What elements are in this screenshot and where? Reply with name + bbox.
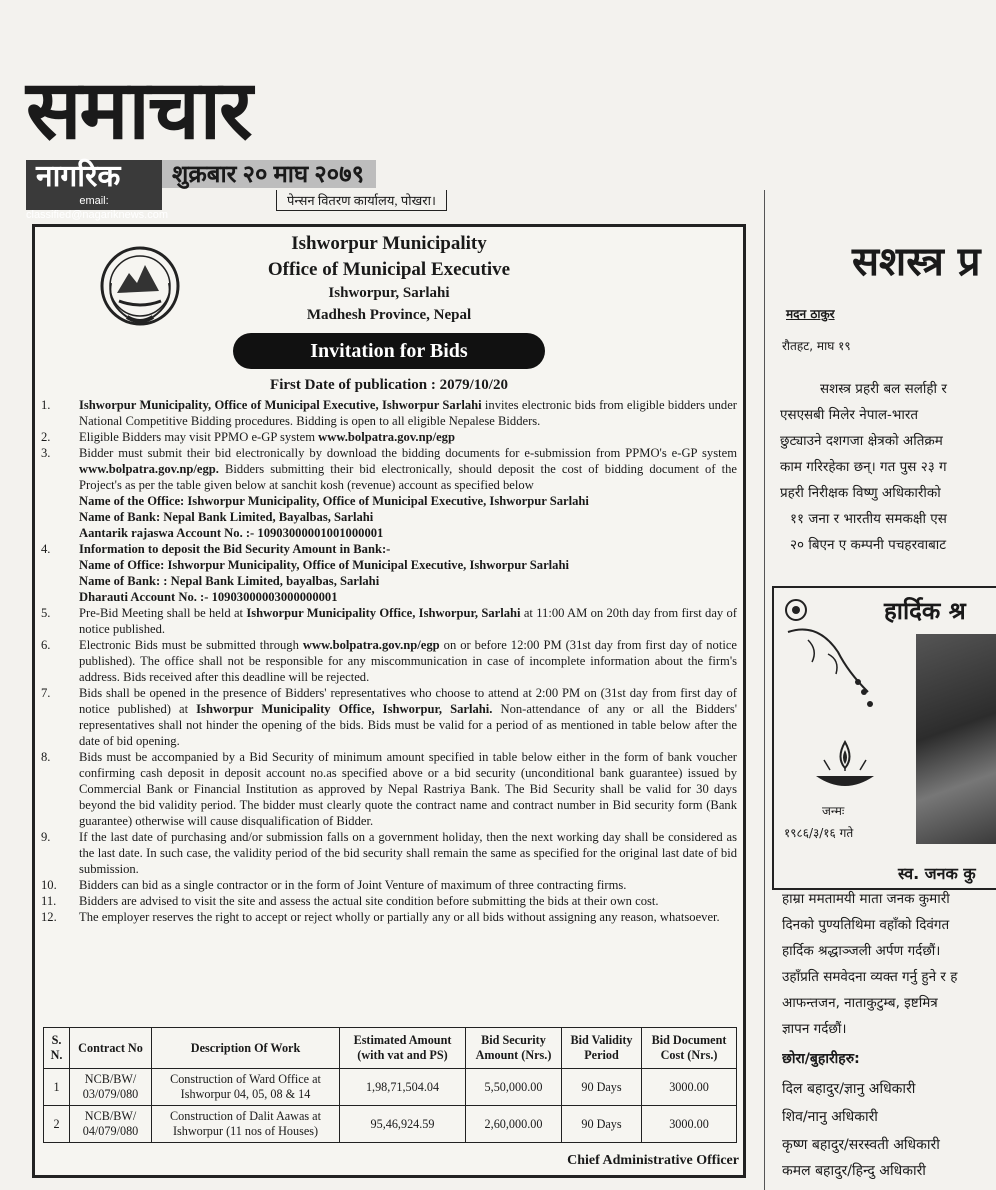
notice-item: 3. Bidder must submit their bid electronically by download the bidding documents for e-submission from PPMO's e-GP system www.bolpatra.gov.np/egp. Bidders submitting their bid electronically, should deposit the cost of bidding document of the Project's as per the table given below at sanchit kosh (revenue) account as specified below Name of the Office: Ishworpur Municipality, Office of Municipal Executive, Ishworpur Sarlahi Name of Bank: Nepal Bank Limited, Bayalbas, Sarlahi Aantarik rajaswa Account No. :- 10903000001001000001: [41, 446, 737, 540]
bid-notice: [32, 224, 746, 1178]
tribute-line: हार्दिक श्रद्धाञ्जली अर्पण गर्दछौं।: [782, 943, 941, 959]
notice-item: 11. Bidders are advised to visit the site and assess the actual site condition before submitting the bids at their own cost.: [41, 894, 659, 908]
right-article-title: सशस्त्र प्र: [852, 239, 981, 285]
article-line: सशस्त्र प्रहरी बल सर्लाही र: [820, 381, 947, 397]
table-cell: Construction of Dalit Aawas at Ishworpur (11 nos of Houses): [152, 1106, 340, 1143]
table-cell: Construction of Ward Office at Ishworpur 04, 05, 08 & 14: [152, 1069, 340, 1106]
table-cell: 1: [44, 1069, 70, 1106]
col-header: S. N.: [44, 1028, 70, 1069]
table-cell: 2: [44, 1106, 70, 1143]
family-member: शिव/नानु अधिकारी: [782, 1109, 878, 1125]
table-row: [44, 1069, 737, 1106]
article-line: छुट्याउने दशगजा क्षेत्रको अतिक्रम: [780, 433, 943, 449]
tribute-line: आफन्तजन, नाताकुटुम्ब, इष्टमित्र: [782, 995, 938, 1011]
notice-item: 7. Bids shall be opened in the presence of Bidders' representatives who choose to attend at 2:00 PM on (31st day from first day of notice published) at Ishworpur Municipality Office, Ishworpur, Sarlahi. Non-attendance of any or all the Bidders' representatives shall not hinder the opening of the bids. Bids must be valid for a period of as mentioned in table below after the date of bid opening.: [41, 686, 738, 748]
tribute-line: हाम्रा ममतामयी माता जनक कुमारी: [782, 891, 950, 907]
right-byline: मदन ठाकुर: [786, 307, 835, 321]
header-date: शुक्रबार २० माघ २०७९: [172, 162, 365, 188]
bid-table: [43, 1027, 737, 1143]
col-header: Contract No: [70, 1028, 152, 1069]
flower-ornament-icon: [778, 592, 878, 712]
table-cell: 3000.00: [642, 1069, 737, 1106]
portrait-photo: [916, 634, 996, 844]
notice-item: 5. Pre-Bid Meeting shall be held at Ishworpur Municipality Office, Ishworpur, Sarlahi at 11:00 AM on 20th day from first day of notice published.: [41, 606, 737, 636]
table-cell: NCB/BW/ 04/079/080: [70, 1106, 152, 1143]
birth-date: १९८६/३/१६ गते: [784, 826, 854, 840]
col-header: Estimated Amount (with vat and PS): [340, 1028, 466, 1069]
table-cell: 90 Days: [562, 1069, 642, 1106]
family-label: छोरा/बुहारीहरु:: [782, 1051, 860, 1067]
org-name: Ishworpur Municipality: [291, 233, 487, 254]
tribute-line: दिनको पुण्यतिथिमा वहाँको दिवंगत: [782, 917, 950, 933]
column-divider: [764, 190, 765, 1190]
birth-label: जन्मः: [822, 804, 845, 818]
article-line: काम गरिरहेका छन्। गत पुस २३ ग: [780, 459, 947, 475]
notice-item: 8. Bids must be accompanied by a Bid Security of minimum amount specified in table below either in the form of bank voucher confirming cash deposit in deposit account no.as specified above or a bid security (unconditional bank guarantee) issued by Commercial Bank or Financial Institution as approved by Nepal Rastriya Bank. The Bid Security shall be valid for 30 days beyond the bid validity period. The bidder must clearly quote the contract name and contract number in Bid security form (Bank guarantee) otherwise will cause disqualification of Bidder.: [41, 750, 737, 828]
table-cell: 95,46,924.59: [340, 1106, 466, 1143]
account-office: Name of the Office: Ishworpur Municipality, Office of Municipal Executive, Ishworpur Sarlahi: [79, 494, 589, 508]
tribute-heading: हार्दिक श्र: [884, 597, 966, 625]
col-header: Description Of Work: [152, 1028, 340, 1069]
deceased-name: स्व. जनक कु: [898, 864, 976, 883]
brand-email: email: classified@nagariknews.com: [26, 195, 169, 221]
notice-item: 6. Electronic Bids must be submitted through www.bolpatra.gov.np/egp on or before 12:00 PM (31st day from first day of notice published). The office shall not be responsible for any miscommunication in case of incomplete information about the firm's address. Bids received after this deadline will be rejected.: [41, 638, 737, 684]
oil-lamp-icon: [810, 738, 880, 798]
notice-items: [41, 397, 737, 925]
tribute-box: [772, 586, 996, 890]
org-address: Ishworpur, Sarlahi: [328, 285, 450, 301]
article-line: २० बिएन ए कम्पनी पचहरवाबाट: [790, 537, 947, 553]
family-member: दिल बहादुर/ज्ञानु अधिकारी: [782, 1081, 916, 1097]
notice-item: 10. Bidders can bid as a single contractor or in the form of Joint Venture of maximum of three contracting firms.: [41, 878, 627, 892]
brand-box: [26, 160, 169, 221]
pension-office-label: पेन्सन वितरण कार्यालय, पोखरा।: [276, 190, 447, 211]
deposit-account: Dharauti Account No. :- 10903000003000000001: [79, 590, 338, 604]
org-office: Office of Municipal Executive: [267, 259, 511, 280]
deposit-bank: Name of Bank: : Nepal Bank Limited, bayalbas, Sarlahi: [79, 574, 380, 588]
egp-link[interactable]: www.bolpatra.gov.np/egp.: [79, 462, 219, 476]
col-header: Bid Validity Period: [562, 1028, 642, 1069]
notice-title: Invitation for Bids: [233, 333, 545, 369]
notice-item: 4. Information to deposit the Bid Security Amount in Bank:- Name of Office: Ishworpur Municipality, Office of Municipal Executive, Ishworpur Sarlahi Name of Bank: : Nepal Bank Limited, bayalbas, Sarlahi Dharauti Account No. :- 10903000003000000001: [41, 541, 737, 605]
article-line: ११ जना र भारतीय समकक्षी एस: [790, 511, 947, 527]
publication-date: First Date of publication : 2079/10/20: [270, 377, 508, 393]
col-header: Bid Security Amount (Nrs.): [466, 1028, 562, 1069]
notice-item: 1. Ishworpur Municipality, Office of Municipal Executive, Ishworpur Sarlahi invites electronic bids from eligible bidders under National Competitive Bidding procedures. Bidding is open to all eligible Nepalese Bidders.: [41, 398, 737, 428]
tribute-line: ज्ञापन गर्दछौं।: [782, 1021, 847, 1037]
brand-name: नागरिक: [36, 160, 121, 193]
signature-title: Chief Administrative Officer: [567, 1153, 739, 1168]
table-cell: 90 Days: [562, 1106, 642, 1143]
tribute-line: उहाँप्रति समवेदना व्यक्त गर्नु हुने र ह: [782, 969, 958, 985]
table-header-row: [44, 1028, 737, 1069]
table-cell: NCB/BW/ 03/079/080: [70, 1069, 152, 1106]
table-row: [44, 1106, 737, 1143]
table-cell: 3000.00: [642, 1106, 737, 1143]
family-member: कमल बहादुर/हिन्दु अधिकारी: [782, 1163, 926, 1179]
notice-item: 12. The employer reserves the right to accept or reject wholly or partially any or all bids without assigning any reason, whatsoever.: [41, 910, 720, 924]
egp-link[interactable]: www.bolpatra.gov.np/egp: [302, 638, 440, 652]
table-cell: 1,98,71,504.04: [340, 1069, 466, 1106]
family-member: कृष्ण बहादुर/सरस्वती अधिकारी: [782, 1137, 940, 1153]
col-header: Bid Document Cost (Nrs.): [642, 1028, 737, 1069]
table-cell: 5,50,000.00: [466, 1069, 562, 1106]
notice-item: 2. Eligible Bidders may visit PPMO e-GP system www.bolpatra.gov.np/egp: [41, 430, 455, 444]
right-dateline: रौतहट, माघ १९: [782, 339, 851, 353]
org-province: Madhesh Province, Nepal: [306, 307, 472, 323]
notice-item: 9. If the last date of purchasing and/or submission falls on a government holiday, then the next working day shall be considered as the last date. In such case, the validity period of the bid security shall remain the same as specified for the original last date of bid submission.: [41, 830, 737, 876]
account-bank: Name of Bank: Nepal Bank Limited, Bayalbas, Sarlahi: [79, 510, 374, 524]
table-cell: 2,60,000.00: [466, 1106, 562, 1143]
account-number: Aantarik rajaswa Account No. :- 10903000001001000001: [79, 526, 384, 540]
article-line: एसएसबी मिलेर नेपाल-भारत: [780, 407, 919, 423]
deposit-office: Name of Office: Ishworpur Municipality, Office of Municipal Executive, Ishworpur Sarlahi: [79, 558, 569, 572]
article-line: प्रहरी निरीक्षक विष्णु अधिकारीको: [780, 485, 941, 501]
egp-link[interactable]: www.bolpatra.gov.np/egp: [318, 430, 455, 444]
section-title: समाचार: [26, 65, 251, 156]
